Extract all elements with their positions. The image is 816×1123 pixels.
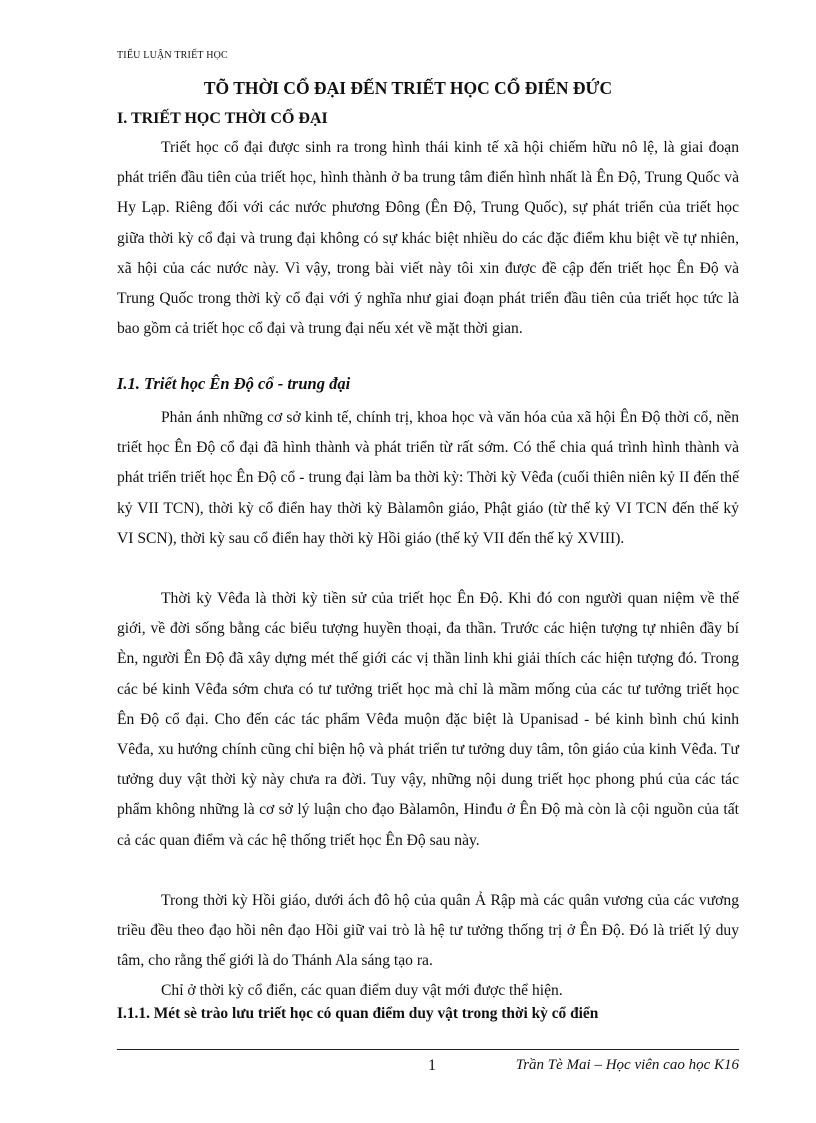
footer-author: Trần Tè Mai – Học viên cao học K16 (515, 1057, 739, 1073)
section-heading-1: I. TRIẾT HỌC THỜI CỔ ĐẠI (117, 110, 328, 127)
paragraph-1: Triết học cổ đại được sinh ra trong hình thái kinh tế xã hội chiếm hữu nô lệ, là giai đoạn phát triển đầu tiên của triết học, hình thành ở ba trung tâm điển hình nhất là Ên Độ, Trung Quốc và Hy Lạp. Riêng đối với các nước phương Đông (Ên Độ, Trung Quốc), sự phát triển của triết học giữa thời kỳ cổ đại và trung đại không có sự khác biệt nhiều do các đặc điểm khu biệt về tự nhiên, xã hội của các nước này. Vì vậy, trong bài viết này tôi xin được đề cập đến triết học Ên Độ và Trung Quốc trong thời kỳ cổ đại với ý nghĩa như giai đoạn phát triển đầu tiên của triết học tức là bao gồm cả triết học cổ đại và trung đại nếu xét về mặt thời gian. (117, 139, 739, 338)
running-header: TIỂU LUẬN TRIẾT HỌC (117, 50, 228, 61)
paragraph-4: Trong thời kỳ Hồi giáo, dưới ách đô hộ của quân Ả Rập mà các quân vương của các vương triều đều theo đạo hồi nên đạo Hồi giữ vai trò là hệ tư tưởng thống trị ở Ên Độ. Đó là triết lý duy tâm, cho rằng thế giới là do Thánh Ala sáng tạo ra. (117, 892, 739, 970)
footer-rule (117, 1049, 739, 1050)
document-title: TÕ THỜI CỔ ĐẠI ĐẾN TRIẾT HỌC CỔ ĐIỂN ĐỨC (203, 78, 613, 98)
paragraph-3: Thời kỳ Vêđa là thời kỳ tiền sử của triết học Ên Độ. Khi đó con người quan niệm về thế giới, về đời sống bằng các biểu tượng huyền thoại, đa thần. Trước các hiện tượng tự nhiên đầy bí Èn, người Ên Độ đã xây dựng mét thế giới các vị thần linh khi giải thích các hiện tượng đó. Trong các bé kinh Vêđa sớm chưa có tư tưởng triết học mà chỉ là mầm mống của các tư tưởng triết học Ên Độ cổ đại. Cho đến các tác phẩm Vêđa muộn đặc biệt là Upanisad - bé kinh bình chú kinh Vêđa, xu hướng chính cũng chỉ biện hộ và phát triển tư tưởng duy tâm, tôn giáo của kinh Vêđa. Tư tưởng duy vật thời kỳ này chưa ra đời. Tuy vậy, những nội dung triết học phong phú của các tác phẩm không những là cơ sở lý luận cho đạo Bàlamôn, Hinđu ở Ên Độ mà còn là cội nguồn của tất cả các quan điểm và các hệ thống triết học Ên Độ sau này. (117, 590, 739, 849)
subsection-heading-1-1-1: I.1.1. Mét sè trào lưu triết học có quan điểm duy vật trong thời kỳ cổ điển (117, 1005, 599, 1022)
page-number: 1 (428, 1057, 436, 1074)
subsection-heading-1-1: I.1. Triết học Ên Độ cổ - trung đại (117, 374, 351, 393)
paragraph-2: Phản ánh những cơ sở kinh tế, chính trị, khoa học và văn hóa của xã hội Ên Độ thời cổ, nền triết học Ên Độ cổ đại đã hình thành và phát triển từ rất sớm. Có thể chia quá trình hình thành và phát triển triết học Ên Độ cổ - trung đại làm ba thời kỳ: Thời kỳ Vêđa (cuối thiên niên kỷ II đến thế kỷ VII TCN), thời kỳ cổ điển hay thời kỳ Bàlamôn giáo, Phật giáo (từ thế kỷ VI TCN đến thế kỷ VI SCN), thời kỳ sau cổ điển hay thời kỳ Hồi giáo (thế kỷ VII đến thế kỷ XVIII). (117, 409, 739, 547)
paragraph-5: Chỉ ở thời kỳ cổ điển, các quan điểm duy vật mới được thể hiện. (161, 982, 563, 999)
